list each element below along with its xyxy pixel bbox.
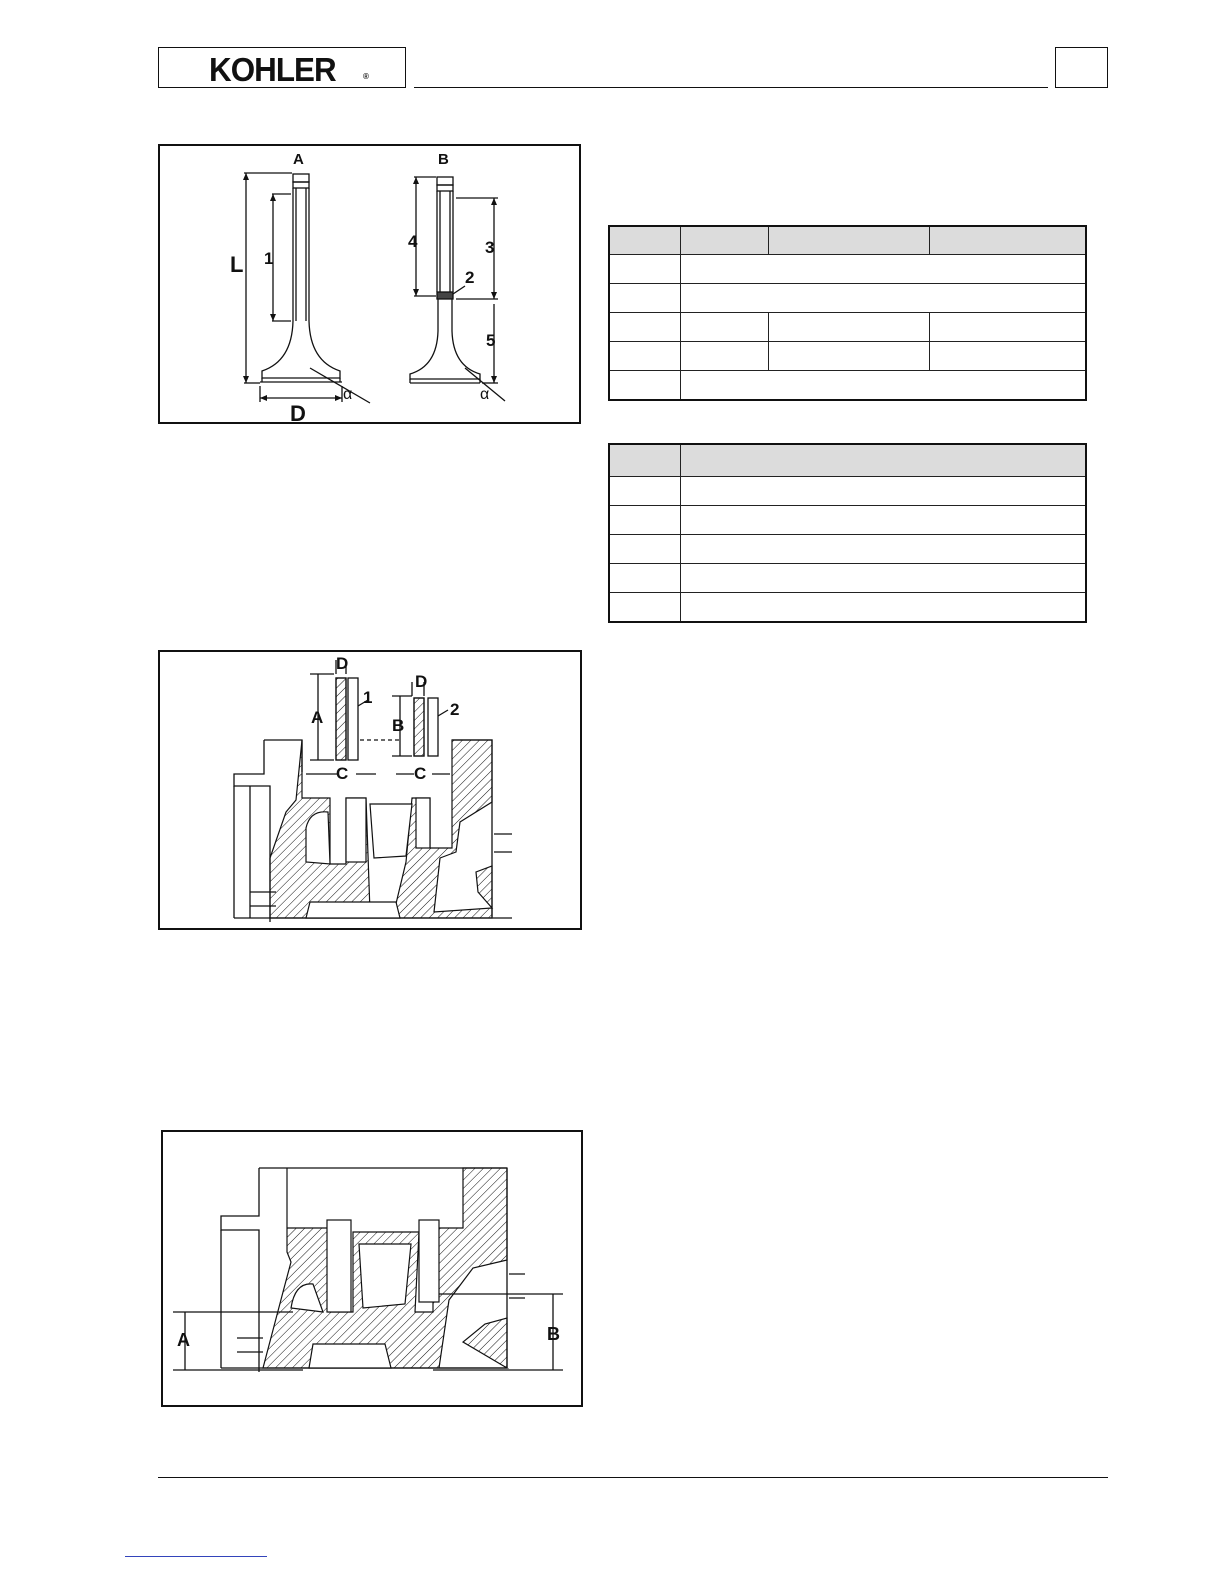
footer-link-underline bbox=[125, 1556, 267, 1557]
valve-spec-table bbox=[608, 225, 1087, 401]
table-header-row bbox=[609, 226, 1086, 255]
callout-4: 4 bbox=[408, 232, 418, 251]
page-number-box bbox=[1055, 47, 1108, 88]
label-d-right: D bbox=[415, 672, 428, 691]
callout-5: 5 bbox=[486, 331, 496, 350]
label-guide-a: A bbox=[311, 708, 324, 727]
table-row bbox=[609, 371, 1086, 401]
table-row bbox=[609, 255, 1086, 284]
label-length: L bbox=[230, 252, 244, 277]
figure-valves bbox=[158, 144, 581, 424]
brand-logo-text: KOHLER bbox=[209, 51, 336, 88]
figure-valve-guides bbox=[158, 650, 582, 930]
label-recess-a: A bbox=[177, 1330, 190, 1350]
label-recess-b: B bbox=[547, 1324, 560, 1344]
figure-valve-recess bbox=[161, 1130, 583, 1407]
table-row bbox=[609, 342, 1086, 371]
valves-drawing bbox=[160, 146, 583, 426]
header-rule bbox=[414, 87, 1048, 88]
label-d-left: D bbox=[336, 654, 349, 673]
callout-guide-2: 2 bbox=[450, 700, 460, 719]
label-c-left: C bbox=[336, 764, 349, 783]
label-c-right: C bbox=[414, 764, 427, 783]
table-row bbox=[609, 477, 1086, 506]
callout-2: 2 bbox=[465, 268, 475, 287]
label-diameter: D bbox=[290, 401, 306, 426]
table-row bbox=[609, 593, 1086, 623]
callout-1: 1 bbox=[264, 249, 274, 268]
label-guide-b: B bbox=[392, 716, 405, 735]
guide-spec-table bbox=[608, 443, 1087, 623]
footer-rule bbox=[158, 1477, 1108, 1478]
valve-recess-drawing bbox=[163, 1132, 585, 1409]
table-row bbox=[609, 506, 1086, 535]
callout-guide-1: 1 bbox=[363, 688, 373, 707]
table-header-row bbox=[609, 444, 1086, 477]
callout-3: 3 bbox=[485, 238, 495, 257]
table-row bbox=[609, 313, 1086, 342]
label-valve-a: A bbox=[293, 151, 304, 168]
table-row bbox=[609, 284, 1086, 313]
registered-mark: ® bbox=[363, 72, 369, 81]
label-alpha-a: α bbox=[343, 386, 353, 403]
table-row bbox=[609, 564, 1086, 593]
brand-logo bbox=[158, 47, 406, 88]
table-row bbox=[609, 535, 1086, 564]
label-alpha-b: α bbox=[480, 386, 490, 403]
label-valve-b: B bbox=[438, 151, 449, 168]
